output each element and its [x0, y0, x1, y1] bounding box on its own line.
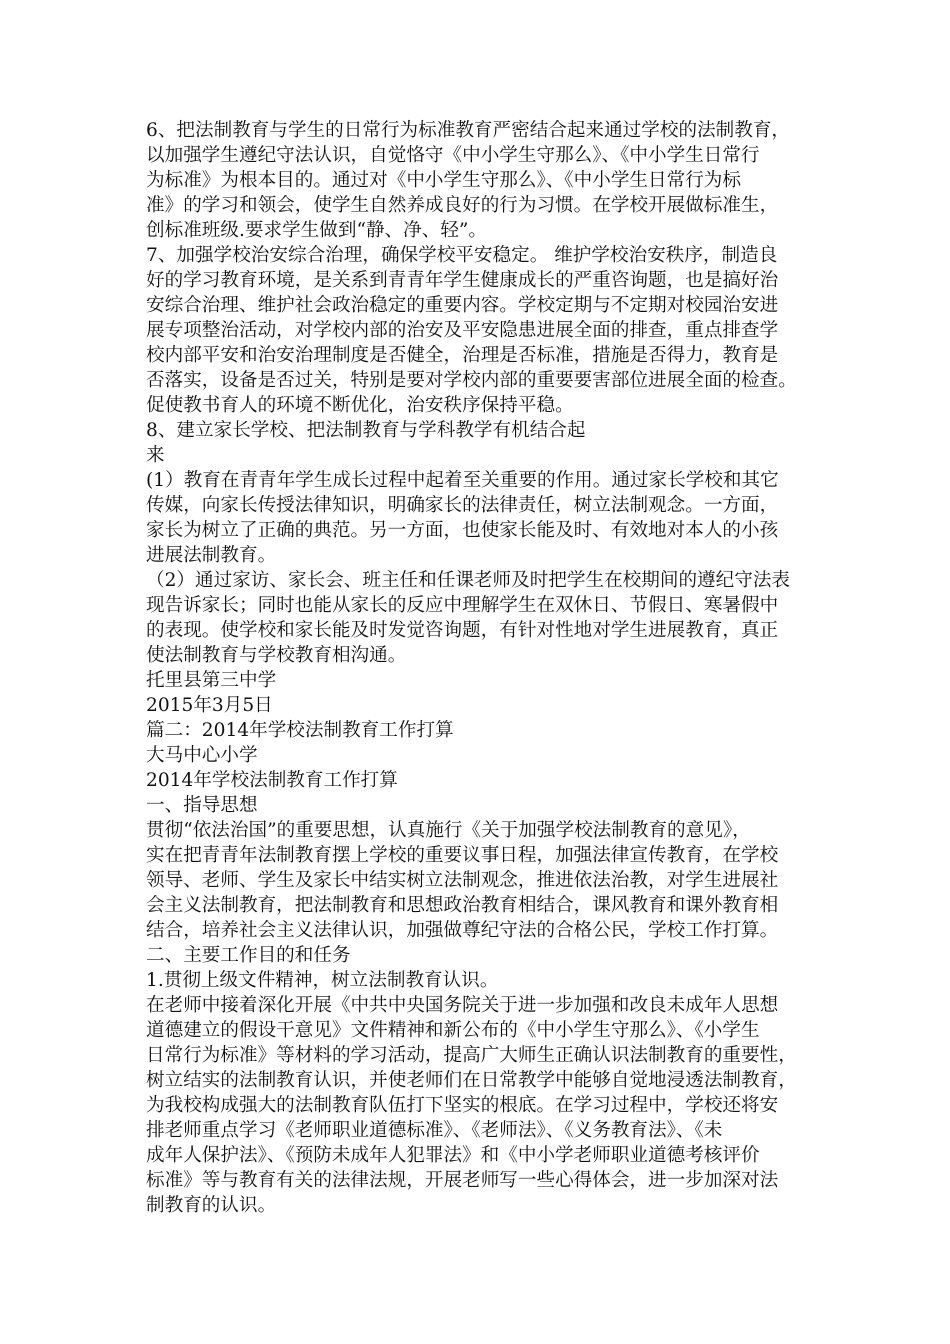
- text-line: 托里县第三中学: [146, 670, 277, 691]
- text-line: 促使教书育人的环境不断优化，治安秩序保持平稳。: [146, 395, 574, 416]
- text-line: 展专项整治活动，对学校内部的治安及平安隐患进展全面的排查，重点排查学: [146, 320, 779, 341]
- text-line: 标准》等与教育有关的法律法规，开展老师写一些心得体会，进一步加深对法: [146, 1170, 779, 1191]
- text-line: 一、指导思想: [146, 795, 258, 816]
- text-line: 篇二：2014年学校法制教育工作打算: [146, 720, 454, 741]
- text-line: 准》的学习和领会，使学生自然养成良好的行为习惯。在学校开展做标准生，: [146, 195, 779, 216]
- text-line: 贯彻“依法治国”的重要思想，认真施行《关于加强学校法制教育的意见》，: [146, 820, 751, 841]
- text-line: 在老师中接着深化开展《中共中央国务院关于进一步加强和改良未成年人思想: [146, 995, 779, 1016]
- text-line: 7、加强学校治安综合治理，确保学校平安稳定。 维护学校治安秩序，制造良: [146, 245, 778, 266]
- text-line: 8、建立家长学校、把法制教育与学科教学有机结合起: [146, 420, 586, 441]
- text-line: 2015年3月5日: [146, 695, 273, 716]
- text-line: 1.贯彻上级文件精神，树立法制教育认识。: [146, 970, 499, 991]
- text-line: 校内部平安和治安治理制度是否健全，治理是否标准，措施是否得力，教育是: [146, 345, 779, 366]
- text-line: 成年人保护法》、《预防未成年人犯罪法》和《中小学老师职业道德考核评价: [146, 1145, 760, 1166]
- text-line: 大马中心小学: [146, 745, 258, 766]
- text-line: 安综合治理、维护社会政治稳定的重要内容。学校定期与不定期对校园治安进: [146, 295, 779, 316]
- text-line: 为标准》为根本目的。通过对《中小学生守那么》、《中小学生日常行为标: [146, 170, 741, 191]
- text-line: 家长为树立了正确的典范。另一方面，也使家长能及时、有效地对本人的小孩: [146, 520, 779, 541]
- text-line: 6、把法制教育与学生的日常行为标准教育严密结合起来通过学校的法制教育，: [146, 120, 791, 141]
- text-line: 道德建立的假设干意见》文件精神和新公布的《中小学生守那么》、《小学生: [146, 1020, 760, 1041]
- text-line: 为我校构成强大的法制教育队伍打下坚实的根底。在学习过程中，学校还将安: [146, 1095, 779, 1116]
- text-line: 以加强学生遵纪守法认识，自觉恪守《中小学生守那么》、《中小学生日常行: [146, 145, 760, 166]
- text-line: 好的学习教育环境，是关系到青青年学生健康成长的严重咨询题，也是搞好治: [146, 270, 779, 291]
- text-line: 现告诉家长；同时也能从家长的反应中理解学生在双休日、节假日、寒暑假中: [146, 595, 779, 616]
- text-line: 传媒，向家长传授法律知识，明确家长的法律责任，树立法制观念。一方面，: [146, 495, 779, 516]
- text-line: 的表现。使学校和家长能及时发觉咨询题，有针对性地对学生进展教育，真正: [146, 620, 779, 641]
- text-line: 会主义法制教育，把法制教育和思想政治教育相结合，课风教育和课外教育相: [146, 895, 779, 916]
- text-line: （2）通过家访、家长会、班主任和任课老师及时把学生在校期间的遵纪守法表: [146, 570, 791, 591]
- text-line: 实在把青青年法制教育摆上学校的重要议事日程，加强法律宣传教育，在学校: [146, 845, 779, 866]
- text-line: 结合，培养社会主义法律认识，加强做尊纪守法的合格公民，学校工作打算。: [146, 920, 779, 941]
- text-line: 否落实，设备是否过关，特别是要对学校内部的重要要害部位进展全面的检查。: [146, 370, 797, 391]
- text-line: 创标准班级.要求学生做到“静、净、轻”。: [146, 220, 488, 241]
- text-line: 日常行为标准》等材料的学习活动，提高广大师生正确认识法制教育的重要性，: [146, 1045, 797, 1066]
- text-line: (1）教育在青青年学生成长过程中起着至关重要的作用。通过家长学校和其它: [146, 470, 779, 491]
- text-line: 排老师重点学习《老师职业道德标准》、《老师法》、《义务教育法》、《未: [146, 1120, 723, 1141]
- text-line: 使法制教育与学校教育相沟通。: [146, 645, 407, 666]
- text-line: 领导、老师、学生及家长中结实树立法制观念，推进依法治教，对学生进展社: [146, 870, 779, 891]
- document-page: [146, 118, 818, 1218]
- text-line: 树立结实的法制教育认识，并使老师们在日常教学中能够自觉地浸透法制教育，: [146, 1070, 797, 1091]
- text-line: 二、主要工作目的和任务: [146, 945, 351, 966]
- text-line: 来: [146, 445, 165, 466]
- text-line: 2014年学校法制教育工作打算: [146, 770, 398, 791]
- text-line: 制教育的认识。: [146, 1195, 277, 1216]
- text-line: 进展法制教育。: [146, 545, 277, 566]
